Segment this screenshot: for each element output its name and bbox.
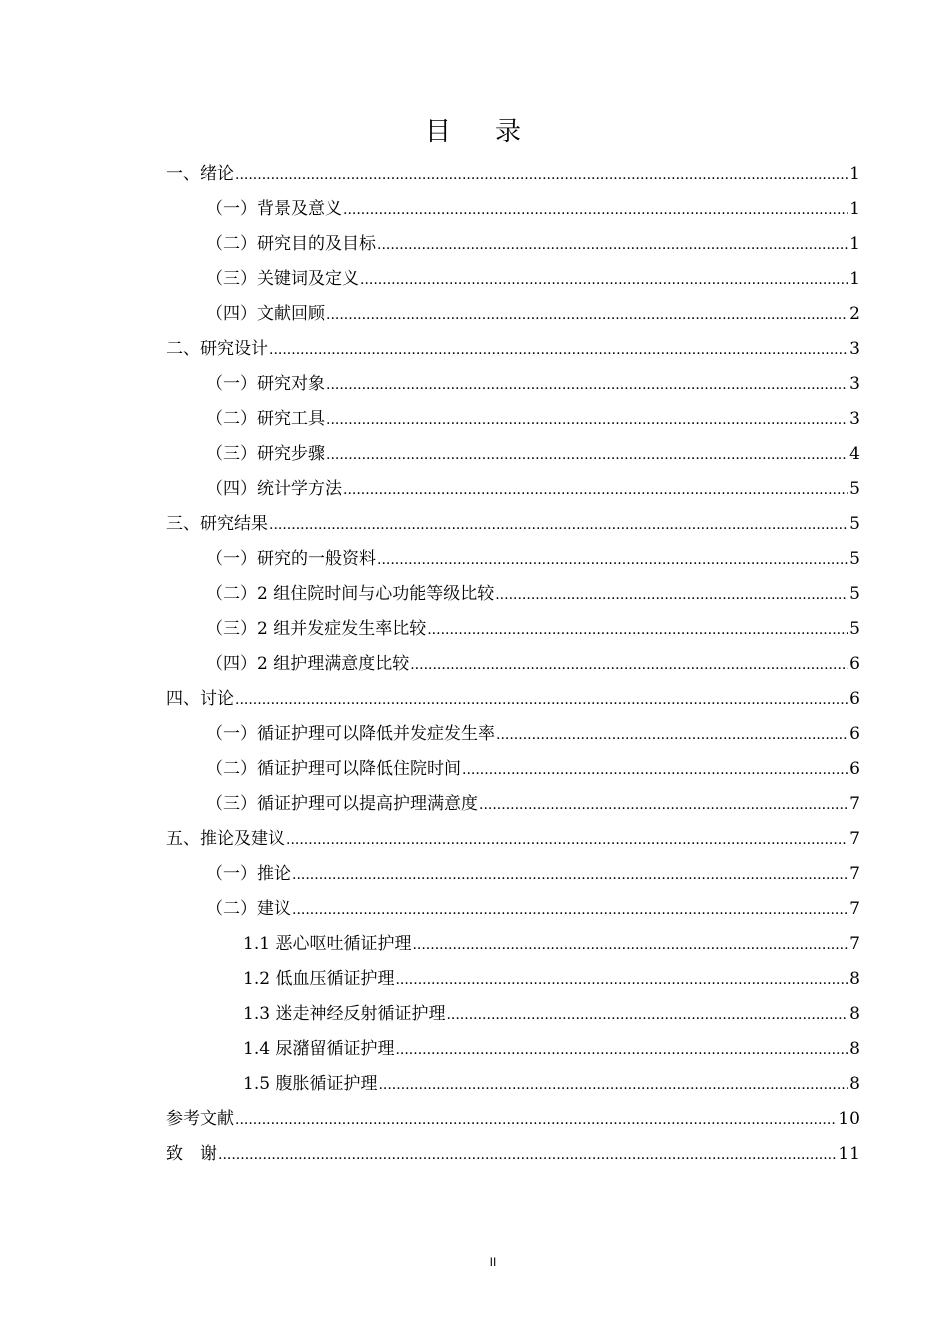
toc-dot-leader <box>479 788 848 823</box>
toc-entry-label: （二）循证护理可以降低住院时间 <box>206 759 461 779</box>
toc-dot-leader <box>496 718 848 753</box>
toc-dot-leader <box>326 438 848 473</box>
toc-entry-page-number: 10 <box>838 1109 860 1129</box>
toc-entry-page-number: 7 <box>849 934 860 954</box>
toc-entry-page-number: 8 <box>849 1039 860 1059</box>
toc-entry[interactable] <box>166 1137 860 1172</box>
toc-entry-page-number: 4 <box>849 444 860 464</box>
toc-entry-page-number: 11 <box>838 1144 860 1164</box>
toc-entry-label: 一、绪论 <box>166 164 234 184</box>
toc-dot-leader <box>269 508 848 543</box>
toc-entry[interactable] <box>166 717 860 752</box>
toc-entry-label: （一）研究的一般资料 <box>206 549 376 569</box>
toc-dot-leader <box>446 998 848 1033</box>
toc-entry-label: （三）关键词及定义 <box>206 269 359 289</box>
toc-entry-label: （三）循证护理可以提高护理满意度 <box>206 794 478 814</box>
toc-entry-label: 1.5 腹胀循证护理 <box>243 1074 378 1094</box>
toc-entry-page-number: 3 <box>849 339 860 359</box>
toc-entry[interactable] <box>166 997 860 1032</box>
toc-dot-leader <box>235 1103 837 1138</box>
toc-entry[interactable] <box>166 402 860 437</box>
toc-dot-leader <box>395 1033 848 1068</box>
toc-entry[interactable] <box>166 787 860 822</box>
toc-entry-page-number: 2 <box>849 304 860 324</box>
toc-dot-leader <box>427 613 848 648</box>
toc-entry-page-number: 1 <box>849 164 860 184</box>
toc-entry-page-number: 5 <box>849 619 860 639</box>
toc-entry[interactable] <box>166 472 860 507</box>
toc-dot-leader <box>286 823 848 858</box>
toc-entry-label: （二）2 组住院时间与心功能等级比较 <box>206 584 495 604</box>
toc-entry-label: （四）文献回顾 <box>206 304 325 324</box>
toc-dot-leader <box>326 368 848 403</box>
table-of-contents <box>166 157 860 1172</box>
toc-entry-label: （二）研究目的及目标 <box>206 234 376 254</box>
toc-dot-leader <box>378 1068 848 1103</box>
toc-entry-page-number: 7 <box>849 899 860 919</box>
toc-entry-page-number: 5 <box>849 584 860 604</box>
toc-entry[interactable] <box>166 682 860 717</box>
toc-entry[interactable] <box>166 192 860 227</box>
toc-entry-page-number: 5 <box>849 549 860 569</box>
toc-entry-label: 1.4 尿潴留循证护理 <box>243 1039 395 1059</box>
toc-entry[interactable] <box>166 752 860 787</box>
toc-entry-page-number: 1 <box>849 199 860 219</box>
toc-entry-page-number: 7 <box>849 864 860 884</box>
toc-entry[interactable] <box>166 892 860 927</box>
toc-entry-label: 五、推论及建议 <box>166 829 285 849</box>
toc-entry-label: （三）研究步骤 <box>206 444 325 464</box>
toc-dot-leader <box>410 648 848 683</box>
page-title: 目录 <box>424 117 565 147</box>
toc-entry-page-number: 5 <box>849 479 860 499</box>
toc-dot-leader <box>292 858 848 893</box>
toc-dot-leader <box>292 893 848 928</box>
toc-entry-page-number: 5 <box>849 514 860 534</box>
toc-dot-leader <box>269 333 848 368</box>
toc-entry[interactable] <box>166 857 860 892</box>
toc-entry-page-number: 8 <box>849 1074 860 1094</box>
toc-entry[interactable] <box>166 1102 860 1137</box>
toc-entry-label: （一）循证护理可以降低并发症发生率 <box>206 724 495 744</box>
toc-dot-leader <box>395 963 848 998</box>
toc-entry-page-number: 6 <box>849 654 860 674</box>
toc-entry-label: 致 谢 <box>166 1144 217 1164</box>
toc-entry-label: 二、研究设计 <box>166 339 268 359</box>
toc-entry-label: （四）2 组护理满意度比较 <box>206 654 410 674</box>
toc-entry[interactable] <box>166 437 860 472</box>
toc-entry-label: （二）建议 <box>206 899 291 919</box>
toc-entry-label: （一）背景及意义 <box>206 199 342 219</box>
toc-entry-label: （四）统计学方法 <box>206 479 342 499</box>
toc-entry-label: 四、讨论 <box>166 689 234 709</box>
toc-entry[interactable] <box>166 157 860 192</box>
toc-dot-leader <box>377 543 848 578</box>
toc-entry-page-number: 8 <box>849 969 860 989</box>
toc-entry-label: （二）研究工具 <box>206 409 325 429</box>
toc-dot-leader <box>377 228 848 263</box>
toc-entry-page-number: 6 <box>849 724 860 744</box>
toc-entry[interactable] <box>166 227 860 262</box>
toc-dot-leader <box>360 263 848 298</box>
toc-entry-label: 三、研究结果 <box>166 514 268 534</box>
toc-entry-page-number: 8 <box>849 1004 860 1024</box>
toc-dot-leader <box>343 193 848 228</box>
toc-entry-label: （一）推论 <box>206 864 291 884</box>
toc-entry[interactable] <box>166 297 860 332</box>
toc-entry[interactable] <box>166 927 860 962</box>
toc-entry-page-number: 1 <box>849 234 860 254</box>
toc-entry[interactable] <box>166 612 860 647</box>
toc-entry[interactable] <box>166 822 860 857</box>
toc-entry-page-number: 3 <box>849 409 860 429</box>
toc-entry-page-number: 1 <box>849 269 860 289</box>
toc-dot-leader <box>235 683 848 718</box>
toc-entry-page-number: 6 <box>849 759 860 779</box>
toc-entry-label: 1.2 低血压循证护理 <box>243 969 395 989</box>
toc-entry-label: （三）2 组并发症发生率比较 <box>206 619 427 639</box>
toc-dot-leader <box>495 578 848 613</box>
toc-entry[interactable] <box>166 577 860 612</box>
toc-entry-label: 1.1 恶心呕吐循证护理 <box>243 934 412 954</box>
toc-entry-label: 1.3 迷走神经反射循证护理 <box>243 1004 446 1024</box>
toc-entry[interactable] <box>166 647 860 682</box>
toc-entry[interactable] <box>166 542 860 577</box>
toc-entry-page-number: 6 <box>849 689 860 709</box>
toc-entry[interactable] <box>166 507 860 542</box>
toc-dot-leader <box>326 403 848 438</box>
toc-entry[interactable] <box>166 332 860 367</box>
toc-entry-page-number: 7 <box>849 794 860 814</box>
toc-entry[interactable] <box>166 262 860 297</box>
toc-dot-leader <box>412 928 848 963</box>
page-number: II <box>489 1255 497 1269</box>
toc-dot-leader <box>462 753 848 788</box>
toc-entry[interactable] <box>166 1032 860 1067</box>
toc-entry-page-number: 7 <box>849 829 860 849</box>
toc-entry-label: 参考文献 <box>166 1109 234 1129</box>
toc-dot-leader <box>218 1138 837 1173</box>
toc-entry-page-number: 3 <box>849 374 860 394</box>
toc-entry[interactable] <box>166 1067 860 1102</box>
toc-entry[interactable] <box>166 962 860 997</box>
toc-entry[interactable] <box>166 367 860 402</box>
toc-dot-leader <box>326 298 848 333</box>
toc-dot-leader <box>235 158 848 193</box>
toc-dot-leader <box>343 473 848 508</box>
toc-entry-label: （一）研究对象 <box>206 374 325 394</box>
